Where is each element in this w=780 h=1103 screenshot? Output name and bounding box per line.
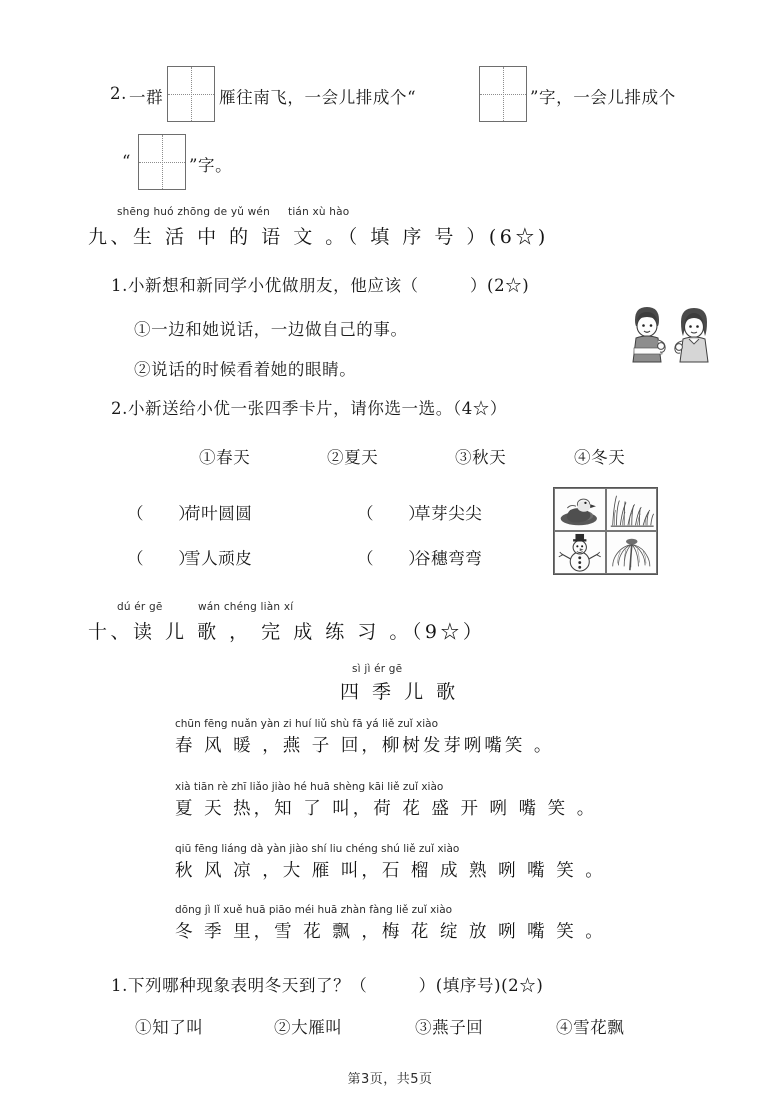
poem-line-autumn: [175, 843, 606, 882]
section-nine-title: 九、生 活 中 的 语 文 。（ 填 序 号 ）(6☆): [88, 226, 549, 248]
section-nine-q1-option-2[interactable]: ②说话的时候看着她的眼睛。: [134, 360, 357, 379]
match-label-xueren: 雪人顽皮: [184, 549, 253, 568]
section-nine-pinyin-main: shēng huó zhōng de yǔ wén: [117, 206, 270, 218]
season-option-autumn[interactable]: ③秋天: [455, 448, 507, 467]
poem-line-autumn-pinyin: qiū fēng liáng dà yàn jiào shí liu chéng shú liě zuǐ xiào: [175, 843, 460, 855]
poem-line-spring: [175, 718, 554, 757]
match-blank-2[interactable]: （ ）: [357, 504, 426, 523]
willow-tree-icon: [606, 531, 658, 574]
match-blank-1[interactable]: （ ）: [127, 504, 196, 523]
section-ten-pinyin-sub: wán chéng liàn xí: [198, 601, 294, 613]
tianzige-box-3[interactable]: [138, 134, 186, 190]
poem-line-summer-pinyin: xià tiān rè zhī liǎo jiào hé huā shèng kāi liě zuǐ xiào: [175, 781, 444, 793]
season-option-summer[interactable]: ②夏天: [327, 448, 379, 467]
section-nine-q2-text: 2.小新送给小优一张四季卡片，请你选一选。（4☆）: [111, 399, 507, 418]
match-label-gusui: 谷穗弯弯: [414, 549, 483, 568]
match-label-caoya: 草芽尖尖: [414, 504, 483, 523]
poem-line-autumn-text: 秋 风 凉 ，大 雁 叫，石 榴 成 熟 咧 嘴 笑 。: [175, 861, 606, 881]
section-ten-title: 十、读 儿 歌 ， 完 成 练 习 。（9☆）: [88, 621, 486, 643]
poem-line-winter-text: 冬 季 里，雪 花 飘 ，梅 花 绽 放 咧 嘴 笑 。: [175, 922, 606, 942]
poem-line-summer-text: 夏 天 热，知 了 叫，荷 花 盛 开 咧 嘴 笑 。: [175, 799, 598, 819]
poem-line-winter-pinyin: dōng jì lǐ xuě huā piāo méi huā zhàn fàng liě zuǐ xiào: [175, 904, 453, 916]
section-ten-q1-option-4[interactable]: ④雪花飘: [556, 1018, 625, 1037]
section-ten-q1-option-3[interactable]: ③燕子回: [415, 1018, 484, 1037]
season-picture-grid: [553, 487, 658, 575]
carryover-segment-3: ”字，一会儿排成个: [530, 88, 676, 107]
poem-line-spring-pinyin: chūn fēng nuǎn yàn zi huí liǔ shù fā yá liě zuǐ xiào: [175, 718, 439, 730]
carryover-quote-open: “: [122, 152, 132, 171]
tianzige-box-2[interactable]: [479, 66, 527, 122]
season-option-winter[interactable]: ④冬天: [574, 448, 626, 467]
section-ten-q1-option-1[interactable]: ①知了叫: [135, 1018, 204, 1037]
tianzige-box-1[interactable]: [167, 66, 215, 122]
carryover-segment-1: 一群: [129, 88, 164, 107]
bird-on-log-icon: [554, 488, 606, 531]
section-ten-q1-option-2[interactable]: ②大雁叫: [274, 1018, 343, 1037]
section-nine-pinyin-sub: tián xù hào: [288, 206, 350, 218]
carryover-segment-2: 雁往南飞，一会儿排成个“: [219, 88, 417, 107]
section-nine-q1-option-1[interactable]: ①一边和她说话，一边做自己的事。: [134, 320, 408, 339]
poem-line-summer: [175, 781, 597, 820]
poem-line-spring-text: 春 风 暖 ，燕 子 回，柳树发芽咧嘴笑 。: [175, 736, 555, 756]
season-option-spring[interactable]: ①春天: [199, 448, 251, 467]
match-blank-4[interactable]: （ ）: [357, 549, 426, 568]
page-footer: 第3页，共5页: [347, 1072, 433, 1087]
grass-sprouts-icon: [606, 488, 658, 531]
carryover-question-number: 2.: [110, 84, 127, 103]
section-nine-q1-text: 1.小新想和新同学小优做朋友，他应该（ ）(2☆): [111, 276, 530, 295]
poem-title-pinyin: sì jì ér gē: [352, 663, 403, 675]
snowman-icon: [554, 531, 606, 574]
section-ten-pinyin-main: dú ér gē: [117, 601, 163, 613]
poem-title: 四 季 儿 歌: [340, 681, 459, 703]
match-blank-3[interactable]: （ ）: [127, 549, 196, 568]
poem-line-winter: [175, 904, 606, 943]
section-ten-q1-text: 1.下列哪种现象表明冬天到了？（ ）(填序号)(2☆): [111, 976, 544, 995]
match-label-heye: 荷叶圆圆: [184, 504, 253, 523]
two-children-talking-icon: [625, 300, 721, 374]
carryover-quote-close: ”字。: [189, 156, 233, 175]
